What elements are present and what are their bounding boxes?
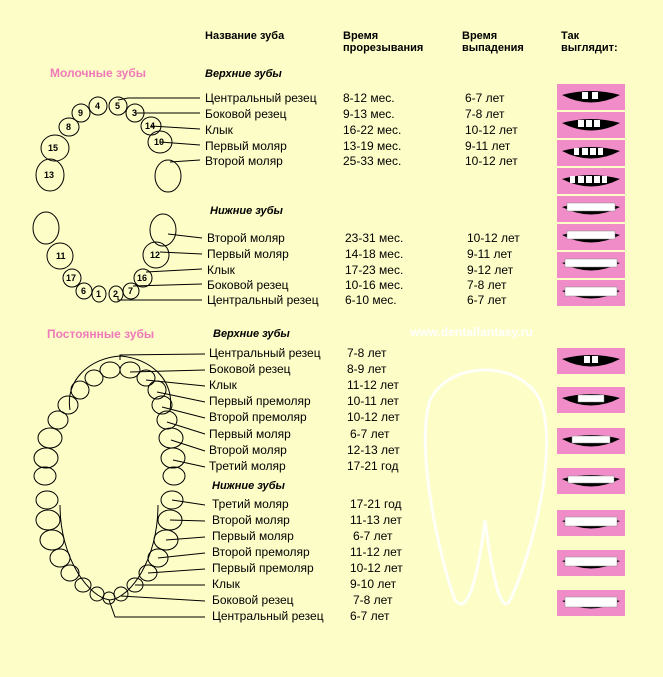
milk-tooth-num-4: 4 [95,101,101,111]
milk-upper-fall-4: 9-11 лет [465,139,511,153]
milk-tooth-num-17: 17 [66,273,77,283]
perm-lower-name-1: Третий моляр [212,497,289,511]
mouth-thumb-6 [557,224,625,250]
mouth-thumb-2 [557,112,625,138]
perm-upper-erupt-4: 10-11 лет [347,394,399,408]
milk-lower-name-4: Боковой резец [207,278,289,292]
milk-upper-erupt-3: 16-22 мес. [343,123,402,137]
permanent-lower-arch [36,491,183,604]
perm-lower-erupt-8: 6-7 лет [350,609,390,623]
perm-mouth-thumb-4 [557,468,625,494]
perm-mouth-thumb-5 [557,510,625,536]
milk-lower-erupt-5: 6-10 мес. [345,293,397,307]
header-fall-line1: Время [462,30,498,42]
milk-upper-erupt-4: 13-19 мес. [343,139,402,153]
milk-leader-lines [118,98,202,300]
milk-upper-fall-3: 10-12 лет [465,123,518,137]
milk-tooth-num-1: 1 [96,289,102,299]
perm-lower-erupt-4: 11-12 лет [350,545,402,559]
watermark: www.dentalfantasy.ru [410,325,533,339]
milk-tooth-num-7: 7 [128,286,134,296]
milk-lower-erupt-2: 14-18 мес. [345,247,404,261]
mouth-thumb-4 [557,168,625,194]
perm-upper-name-6: Первый моляр [209,427,291,441]
milk-lower-erupt-4: 10-16 мес. [345,278,404,292]
milk-upper-name-5: Второй моляр [205,154,283,168]
milk-tooth-num-12: 12 [150,250,161,260]
perm-upper-name-3: Клык [209,378,237,392]
milk-tooth-num-5: 5 [115,101,121,111]
milk-upper-fall-5: 10-12 лет [465,154,518,168]
perm-upper-name-1: Центральный резец [209,346,321,360]
perm-mouth-thumb-2 [557,387,625,413]
perm-lower-erupt-6: 9-10 лет [350,577,397,591]
perm-lower-name-3: Первый моляр [212,529,294,543]
milk-upper-name-3: Клык [205,123,233,137]
perm-upper-erupt-7: 12-13 лет [347,443,400,457]
permanent-lower-title: Нижние зубы [212,480,285,492]
milk-upper-fall-2: 7-8 лет [465,107,505,121]
perm-upper-name-2: Боковой резец [209,362,291,376]
milk-upper-fall-1: 6-7 лет [465,91,505,105]
header-fall-line2: выпадения [462,42,524,54]
milk-tooth-num-3: 3 [132,108,138,118]
milk-lower-erupt-1: 23-31 мес. [345,231,404,245]
milk-lower-erupt-3: 17-23 мес. [345,263,404,277]
milk-tooth-num-10: 10 [154,137,165,147]
milk-lower-title: Нижние зубы [210,205,283,217]
milk-lower-name-2: Первый моляр [207,247,289,261]
milk-lower-name-1: Второй моляр [207,231,285,245]
mouth-thumb-3 [557,140,625,166]
perm-upper-erupt-5: 10-12 лет [347,410,400,424]
milk-upper-name-4: Первый моляр [205,139,287,153]
milk-tooth-num-2: 2 [113,289,119,299]
perm-upper-name-8: Третий моляр [209,459,286,473]
milk-upper-name-1: Центральный резец [205,91,317,105]
milk-tooth-num-6: 6 [81,286,87,296]
perm-upper-erupt-1: 7-8 лет [347,346,387,360]
milk-tooth-num-8: 8 [66,122,72,132]
milk-lower-fall-5: 6-7 лет [467,293,507,307]
milk-lower-name-3: Клык [207,263,235,277]
milk-upper-erupt-2: 9-13 мес. [343,107,395,121]
mouth-thumb-1 [557,84,625,110]
perm-upper-erupt-2: 8-9 лет [347,362,387,376]
perm-mouth-thumb-3 [557,428,625,454]
milk-lower-fall-3: 9-12 лет [467,263,514,277]
header-look-line1: Так [561,30,580,42]
mouth-thumb-5 [557,196,625,222]
milk-upper-name-2: Боковой резец [205,107,287,121]
mouth-thumb-8 [557,280,625,306]
perm-lower-erupt-7: 7-8 лет [353,593,393,607]
milk-lower-name-5: Центральный резец [207,293,319,307]
perm-mouth-thumb-6 [557,550,625,576]
perm-lower-erupt-1: 17-21 год [350,497,402,511]
perm-lower-erupt-5: 10-12 лет [350,561,403,575]
perm-upper-erupt-3: 11-12 лет [347,378,399,392]
milk-lower-fall-1: 10-12 лет [467,231,520,245]
permanent-upper-arch [34,356,185,485]
perm-lower-erupt-2: 11-13 лет [350,513,402,527]
milk-lower-fall-4: 7-8 лет [467,278,507,292]
tooth-watermark-icon [425,370,546,604]
header-erupt-line1: Время [343,30,379,42]
milk-lower-fall-2: 9-11 лет [467,247,513,261]
permanent-leader-lines [109,354,205,617]
milk-tooth-num-14: 14 [145,121,156,131]
perm-upper-name-4: Первый премоляр [209,394,311,408]
permanent-teeth-title: Постоянные зубы [47,327,155,341]
header-erupt-line2: прорезывания [343,42,424,54]
header-name: Название зуба [205,30,285,42]
perm-upper-erupt-6: 6-7 лет [350,427,390,441]
perm-lower-name-4: Второй премоляр [212,545,310,559]
perm-lower-name-8: Центральный резец [212,609,324,623]
milk-upper-title: Верхние зубы [205,68,282,80]
perm-mouth-thumb-7 [557,590,625,616]
milk-upper-erupt-1: 8-12 мес. [343,91,395,105]
perm-lower-name-6: Клык [212,577,240,591]
perm-lower-erupt-3: 6-7 лет [353,529,393,543]
perm-lower-name-2: Второй моляр [212,513,290,527]
perm-upper-name-7: Второй моляр [209,443,287,457]
mouth-thumb-7 [557,252,625,278]
perm-mouth-thumb-1 [557,348,625,374]
milk-tooth-num-15: 15 [48,143,59,153]
milk-mouth-images [557,84,625,306]
permanent-upper-title: Верхние зубы [213,328,290,340]
milk-upper-erupt-5: 25-33 мес. [343,154,402,168]
perm-upper-name-5: Второй премоляр [209,410,307,424]
milk-tooth-num-13: 13 [44,170,55,180]
perm-upper-erupt-8: 17-21 год [347,459,399,473]
milk-tooth-num-9: 9 [78,108,84,118]
perm-lower-name-5: Первый премоляр [212,561,314,575]
milk-tooth-num-16: 16 [137,273,148,283]
milk-teeth-title: Молочные зубы [50,66,146,80]
header-look-line2: выглядит: [561,42,618,54]
permanent-mouth-images [557,348,625,616]
perm-lower-name-7: Боковой резец [212,593,294,607]
milk-tooth-num-11: 11 [56,251,66,261]
